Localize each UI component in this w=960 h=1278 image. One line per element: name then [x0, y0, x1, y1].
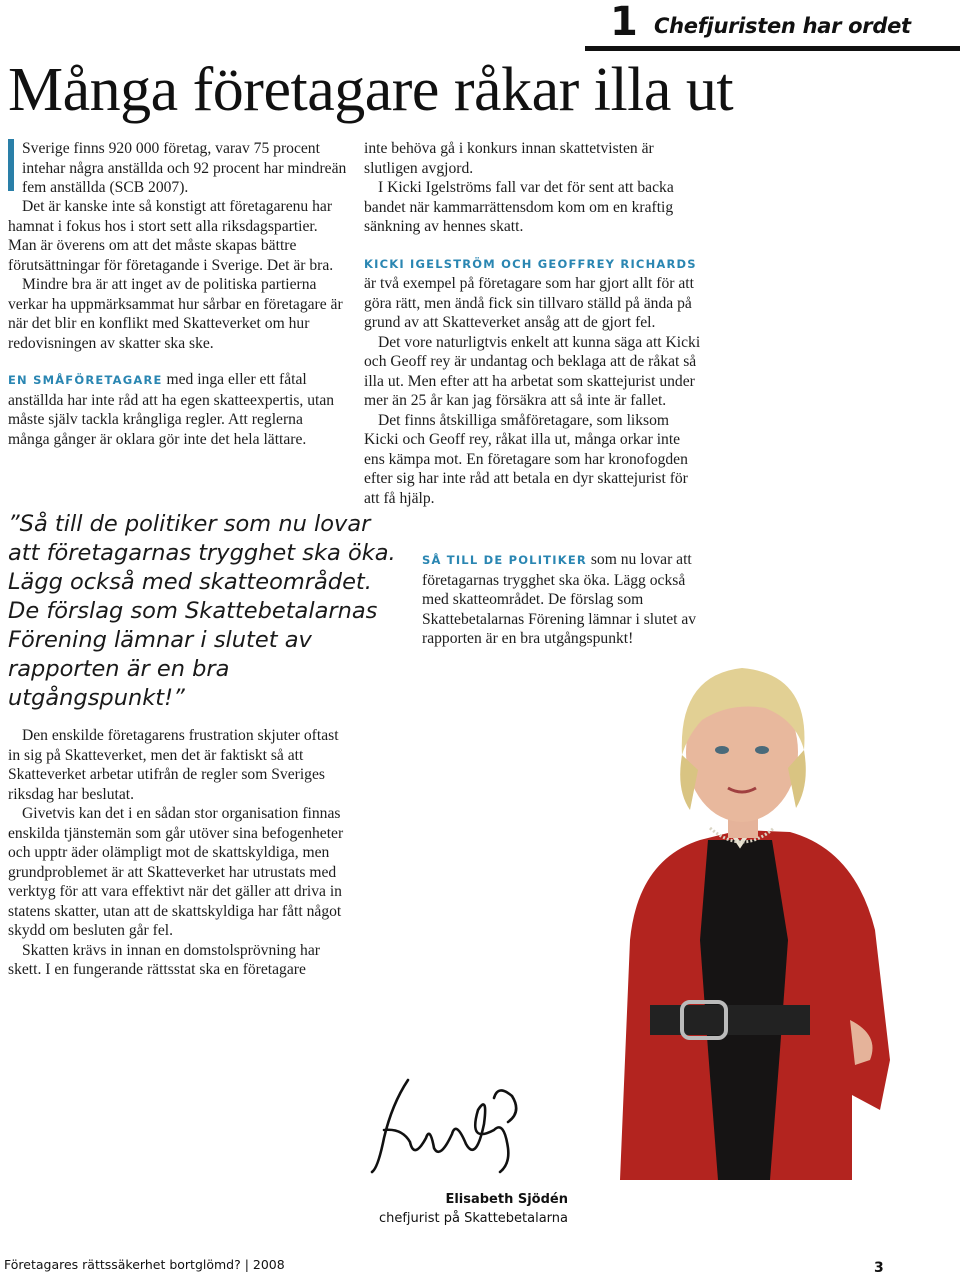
lead-in: EN SMÅFÖRETAGARE	[8, 373, 163, 387]
paragraph-with-lead	[422, 550, 702, 649]
paragraph: Mindre bra är att inget av de politiska partierna verkar ha uppmärksammat hur sårbar en företagare är när det blir en konflikt med Skatteverket om hur redovisningen av skatter ska ske.	[8, 276, 343, 352]
paragraph: Den enskilde företagarens frustration skjuter oftast in sig på Skatteverket, men det är faktiskt så att Skatteverket arbetar utifrån de regler som Sveriges riksdag har beslutat.	[8, 727, 339, 803]
drop-cap-bar	[8, 139, 14, 191]
left-column	[8, 197, 348, 449]
right-column-top	[364, 139, 702, 508]
lead-in: KICKI IGELSTRÖM OCH GEOFFREY RICHARDS	[364, 256, 697, 271]
paragraph-with-lead	[364, 254, 702, 333]
paragraph: Sverige finns 920 000 företag, varav 75 procent intehar några anställda och 92 procent har mindreän fem anställda (SCB 2007).	[22, 140, 347, 196]
header-rule	[585, 46, 960, 51]
paragraph-text: med inga eller ett fåtal anställda har inte råd att ha egen skatteexpertis, utan måste själv tackla krångliga regler. Att reglerna många gånger är oklara gör inte det hela lättare.	[8, 371, 335, 448]
paragraph: Givetvis kan det i en sådan stor organisation finnas enskilda tjänstemän som går utöver sina befogenheter och upptr äder olämpligt mot de skattskyldiga, men grundproblemet är att Skatteverket har utrustats med verktyg för att vara effektivt när det gäller att driva in statens skatter, utan att de skattskyldiga har fått något skydd om besluten går fel.	[8, 805, 344, 939]
section-title: Chefjuristen har ordet	[654, 14, 911, 38]
portrait-photo	[590, 640, 895, 1180]
signature-role: chefjurist på Skattebetalarna	[378, 1211, 568, 1226]
pull-quote: ”Så till de politiker som nu lovar att företagarnas trygghet ska öka. Lägg också med skatteområdet. De förslag som Skattebetalarnas Förening lämnar i slutet av rapporten är en bra utgångspunkt!”	[8, 511, 396, 711]
paragraph-text: som nu lovar att företagarnas trygghet ska öka. Lägg också med skatteområdet. De förslag som Skattebetalarnas Förening lämnar i slutet av rapporten är en bra utgångspunkt!	[422, 551, 697, 647]
paragraph: Det är kanske inte så konstigt att företagarenu har hamnat i fokus hos i stort sett alla riksdagspartier. Man är överens om att det måste skapas bättre förutsättningar för företagande i Sverige. Det är bra.	[8, 198, 334, 274]
footer-text: Företagares rättssäkerhet bortglömd? | 2008	[4, 1257, 285, 1272]
left-column-intro	[22, 139, 348, 198]
paragraph-text: är två exempel på företagare som har gjort allt för att göra rätt, men ändå fick sin tillvaro ställd på ända på grund av att Skatteverket ansåg att de gjort fel.	[364, 275, 694, 331]
headline: Många företagare råkar illa ut	[8, 56, 734, 124]
lower-column	[8, 726, 348, 980]
paragraph-with-lead	[8, 370, 348, 449]
signature-name: Elisabeth Sjödén	[445, 1192, 568, 1207]
section-number: 1	[610, 0, 638, 45]
lead-in: SÅ TILL DE POLITIKER	[422, 553, 587, 567]
right-column-bottom	[422, 550, 702, 649]
paragraph: inte behöva gå i konkurs innan skattetvisten är slutligen avgjord.	[364, 140, 654, 177]
paragraph: Det vore naturligtvis enkelt att kunna säga att Kicki och Geoff rey är undantag och beklaga att de råkat så illa ut. Men efter att ha arbetat som skattejurist under mer än 25 år kan jag försäkra att så inte är fallet.	[364, 333, 701, 409]
page-number: 3	[874, 1260, 884, 1276]
paragraph: I Kicki Igelströms fall var det för sent att backa bandet när kammarrättensdom kom om en kraftig sänkning av hennes skatt.	[364, 179, 674, 235]
signature	[368, 1068, 528, 1178]
paragraph: Skatten krävs in innan en domstolsprövning har skett. I en fungerande rättsstat ska en företagare	[8, 941, 320, 978]
paragraph: Det finns åtskilliga småföretagare, som liksom Kicki och Geoff rey, råkat illa ut, många orkar inte ens kämpa mot. En företagare som har kronofogden efter sig har inte råd att betala en dyr skattejurist för att få hjälp.	[364, 411, 688, 507]
